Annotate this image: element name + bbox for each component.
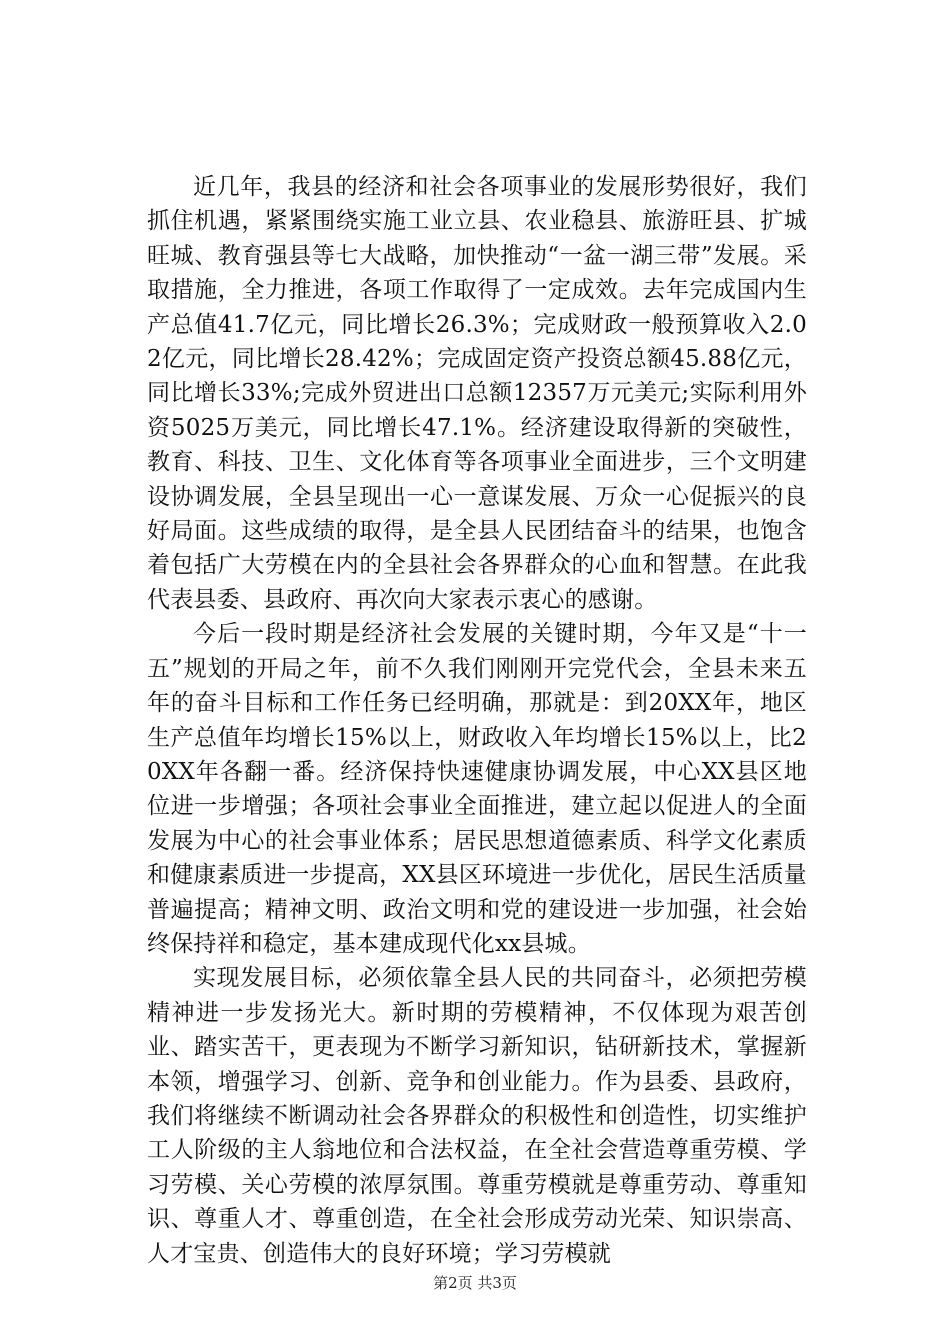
paragraph: 实现发展目标，必须依靠全县人民的共同奋斗，必须把劳模精神进一步发扬光大。新时期的劳模精神，不仅体现为艰苦创业、踏实苦干，更表现为不断学习新知识，钻研新技术，掌握新本领，增强学习、创新、竞争和创业能力。作为县委、县政府，我们将继续不断调动社会各界群众的积极性和创造性，切实维护工人阶级的主人翁地位和合法权益，在全社会营造尊重劳模、学习劳模、关心劳模的浓厚氛围。尊重劳模就是尊重劳动、尊重知识、尊重人才、尊重创造，在全社会形成劳动光荣、知识崇高、人才宝贵、创造伟大的良好环境；学习劳模就 bbox=[147, 965, 807, 1267]
page-footer: 第2页 共3页 bbox=[433, 1274, 517, 1292]
paragraph: 今后一段时期是经济社会发展的关键时期，今年又是“十一五”规划的开局之年，前不久我们刚刚开完党代会，全县未来五年的奋斗目标和工作任务已经明确，那就是：到20XX年，地区生产总值年均增长15%以上，财政收入年均增长15%以上，比20XX年各翻一番。经济保持快速健康协调发展，中心XX县区地位进一步增强；各项社会事业全面推进，建立起以促进人的全面发展为中心的社会事业体系；居民思想道德素质、科学文化素质和健康素质进一步提高，XX县区环境进一步优化，居民生活质量普遍提高；精神文明、政治文明和党的建设进一步加强，社会始终保持祥和稳定，基本建成现代化xx县城。 bbox=[147, 621, 807, 957]
paragraph: 近几年，我县的经济和社会各项事业的发展形势很好，我们抓住机遇，紧紧围绕实施工业立县、农业稳县、旅游旺县、扩城旺城、教育强县等七大战略，加快推动“一盆一湖三带”发展。采取措施，全力推进，各项工作取得了一定成效。去年完成国内生产总值41.7亿元，同比增长26.3%；完成财政一般预算收入2.02亿元，同比增长28.42%；完成固定资产投资总额45.88亿元，同比增长33%;完成外贸进出口总额12357万元美元;实际利用外资5025万美元，同比增长47.1%。经济建设取得新的突破性，教育、科技、卫生、文化体育等各项事业全面进步，三个文明建设协调发展，全县呈现出一心一意谋发展、万众一心促振兴的良好局面。这些成绩的取得，是全县人民团结奋斗的结果，也饱含着包括广大劳模在内的全县社会各界群众的心血和智慧。在此我代表县委、县政府、再次向大家表示衷心的感谢。 bbox=[147, 174, 807, 613]
document-body bbox=[147, 170, 807, 1271]
